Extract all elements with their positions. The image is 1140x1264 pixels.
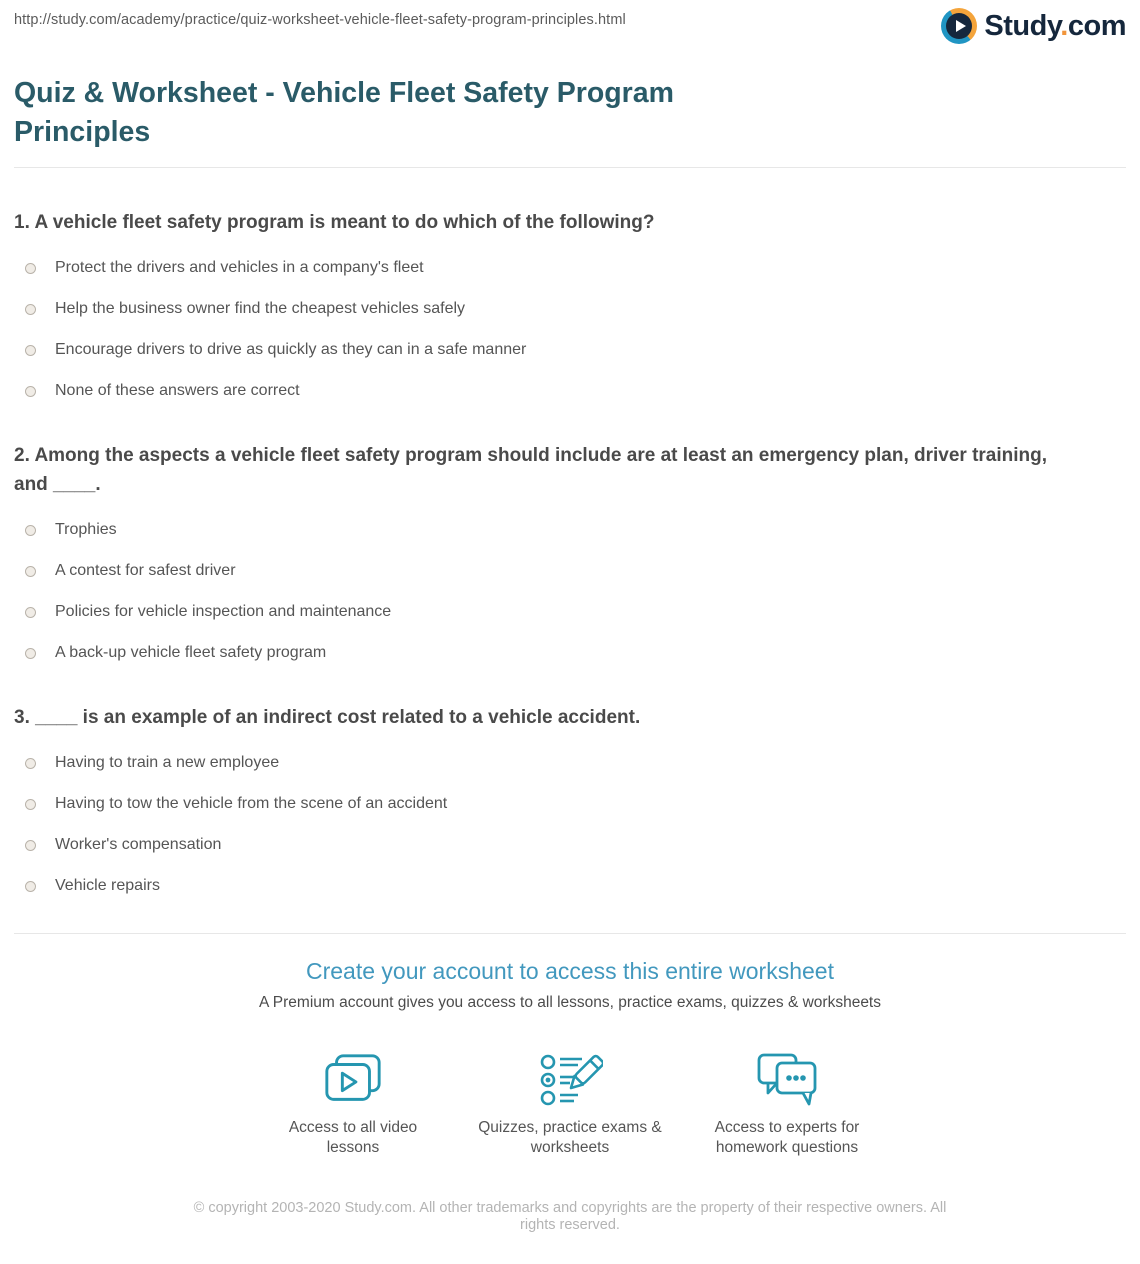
radio-button[interactable] [25,566,36,577]
answer-option[interactable] [14,561,1126,581]
answer-option[interactable] [14,794,1126,814]
footer [14,1200,1126,1264]
question-text: ____ is an example of an indirect cost related to a vehicle accident. [35,707,641,728]
cta-section [14,958,1126,1158]
title-divider [14,167,1126,168]
feature-video-lessons [245,1052,462,1158]
video-lessons-icon [322,1052,384,1110]
radio-button[interactable] [25,648,36,659]
question-2-title [14,441,1074,499]
page-url[interactable]: http://study.com/academy/practice/quiz-worksheet-vehicle-fleet-safety-program-principles.html [14,12,626,28]
answer-option-label: None of these answers are correct [55,382,300,399]
radio-button[interactable] [25,799,36,810]
radio-button[interactable] [25,840,36,851]
radio-button[interactable] [25,345,36,356]
question-3 [14,703,1126,896]
radio-button[interactable] [25,263,36,274]
question-number: 2. [14,445,30,466]
logo-com: com [1067,9,1126,42]
answer-option-label: Trophies [55,521,117,538]
radio-button[interactable] [25,525,36,536]
answer-option-label: Help the business owner find the cheapest vehicles safely [55,300,466,317]
feature-quizzes-worksheets [462,1052,679,1158]
features-row [14,1052,1126,1158]
studycom-logo-text [984,10,1126,43]
studycom-play-icon [941,8,977,44]
answer-option[interactable] [14,340,1126,360]
answer-option-label: Protect the drivers and vehicles in a company's fleet [55,259,424,276]
answer-option[interactable] [14,299,1126,319]
copyright-text: © copyright 2003-2020 Study.com. All other trademarks and copyrights are the property of their respective owners. All rights reserved. [193,1200,947,1233]
answer-option[interactable] [14,602,1126,622]
answer-option-label: Having to train a new employee [55,754,280,771]
logo-study: Study [984,9,1061,42]
feature-label: Access to experts for homework questions [714,1119,860,1156]
radio-button[interactable] [25,386,36,397]
question-1 [14,208,1126,401]
cta-subheading: A Premium account gives you access to all lessons, practice exams, quizzes & worksheets [259,994,881,1011]
question-number: 3. [14,707,30,728]
answer-option[interactable] [14,381,1126,401]
radio-button[interactable] [25,758,36,769]
answer-option[interactable] [14,520,1126,540]
answer-option-label: Worker's compensation [55,836,222,853]
radio-button[interactable] [25,304,36,315]
answer-option-label: Encourage drivers to drive as quickly as they can in a safe manner [55,341,527,358]
answer-option[interactable] [14,258,1126,278]
question-text: A vehicle fleet safety program is meant to do which of the following? [34,212,655,233]
answer-option[interactable] [14,835,1126,855]
page-title: Quiz & Worksheet - Vehicle Fleet Safety Program Principles [14,77,674,148]
cta-heading[interactable]: Create your account to access this entire worksheet [306,958,834,984]
answer-option[interactable] [14,753,1126,773]
logo-dot: . [1060,9,1068,42]
radio-button[interactable] [25,607,36,618]
studycom-logo[interactable] [941,8,1126,44]
answer-option-label: A contest for safest driver [55,562,236,579]
question-3-title [14,703,1074,732]
cta-divider [14,933,1126,934]
question-text: Among the aspects a vehicle fleet safety program should include are at least an emergency plan, driver training, and ____. [14,445,1048,495]
answer-option-label: Having to tow the vehicle from the scene of an accident [55,795,448,812]
answer-option-label: A back-up vehicle fleet safety program [55,644,327,661]
answer-option[interactable] [14,876,1126,896]
answer-option[interactable] [14,643,1126,663]
feature-label: Access to all video lessons [288,1119,418,1156]
quizzes-worksheets-icon [537,1052,603,1110]
feature-label: Quizzes, practice exams & worksheets [478,1119,662,1156]
answer-option-label: Policies for vehicle inspection and maintenance [55,603,392,620]
header [14,0,1126,58]
chat-experts-icon [755,1052,819,1110]
question-number: 1. [14,212,30,233]
question-2 [14,441,1126,663]
answer-option-label: Vehicle repairs [55,877,160,894]
radio-button[interactable] [25,881,36,892]
feature-expert-help [679,1052,896,1158]
question-1-title [14,208,1074,237]
